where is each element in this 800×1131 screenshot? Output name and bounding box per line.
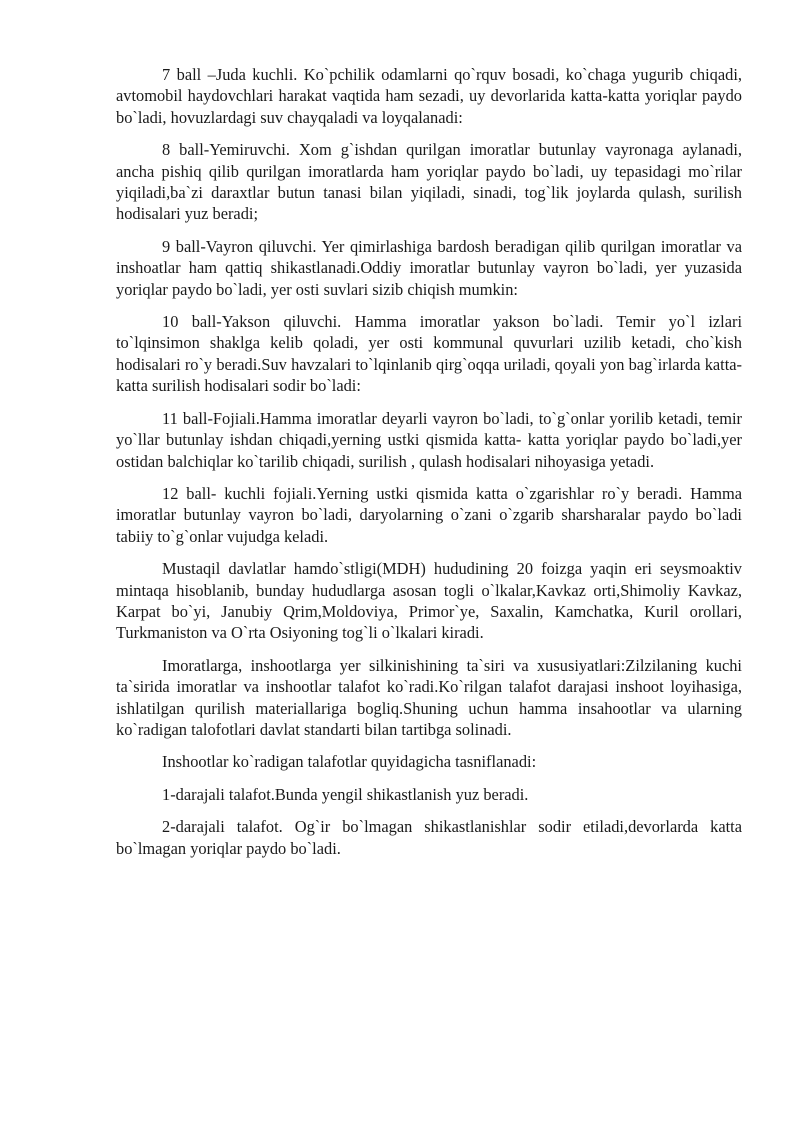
paragraph-9-ball: 9 ball-Vayron qiluvchi. Yer qimirlashiga bardosh beradigan qilib qurilgan imoratlar va inshoatlar ham qattiq shikastlanadi.Oddiy imoratlar butunlay vayron bo`ladi, yer yuzasida yoriqlar paydo bo`ladi, yer osti suvlari sizib chiqish mumkin: — [116, 236, 742, 299]
paragraph-building-effects: Imoratlarga, inshootlarga yer silkinishining ta`siri va xususiyatlari:Zilzilaning kuchi ta`sirida imoratlar va inshootlar talafot ko`radi.Ko`rilgan talafot darajasi inshoot loyihasiga, ishlatilgan qurilish materiallariga bogliq.Shuning uchun hamma insahootlar va ularning ko`radigan talofotlari davlat standarti bilan tartibga solinadi. — [116, 655, 742, 739]
paragraph-damage-level-2: 2-darajali talafot. Og`ir bo`lmagan shikastlanishlar sodir etiladi,devorlarda katta bo`lmagan yoriqlar paydo bo`ladi. — [116, 817, 742, 858]
paragraph-7-ball: 7 ball –Juda kuchli. Ko`pchilik odamlarni qo`rquv bosadi, ko`chaga yugurib chiqadi, avtomobil haydovchlari harakat vaqtida ham sezadi, uy devorlarida katta-katta yoriqlar paydo bo`ladi, hovuzlardagi suv chayqaladi va loyqalanadi: — [116, 65, 742, 127]
paragraph-11-ball: 11 ball-Fojiali.Hamma imoratlar deyarli vayron bo`ladi, to`g`onlar yorilib ketadi, temir yo`llar butunlay ishdan chiqadi,yerning ustki qismida katta- katta yoriqlar paydo bo`ladi,yer ostidan balchiqlar ko`tarilib chiqadi, surilish , qulash hodisalari nihoyasiga yetadi. — [116, 408, 742, 471]
paragraph-damage-level-1: 1-darajali talafot.Bunda yengil shikastlanish yuz beradi. — [162, 784, 529, 804]
paragraph-mdh-seismic-regions: Mustaqil davlatlar hamdo`stligi(MDH) hududining 20 foizga yaqin eri seysmoaktiv mintaqa hisoblanib, bunday hududlarga asosan togli o`lkalar,Kavkaz orti,Shimoliy Kavkaz, Karpat bo`yi, Janubiy Qrim,Moldoviya, Primor`ye, Saxalin, Kamchatka, Kuril orollari, Turkmaniston va O`rta Osiyoning tog`li o`lkalari kiradi. — [116, 559, 742, 643]
paragraph-damage-classification-intro: Inshootlar ko`radigan talafotlar quyidagicha tasniflanadi: — [162, 752, 537, 772]
paragraph-8-ball: 8 ball-Yemiruvchi. Xom g`ishdan qurilgan imoratlar butunlay vayronaga aylanadi, ancha pishiq qilib qurilgan imoratlarda ham yoriqlar paydo bo`ladi, uy tepasidagi mo`rilar yiqiladi,ba`zi daraxtlar butun tanasi bilan yiqiladi, sinadi, tog`lik joylarda qulash, surilish hodisalari yuz beradi; — [116, 140, 742, 224]
paragraph-12-ball: 12 ball- kuchli fojiali.Yerning ustki qismida katta o`zgarishlar ro`y beradi. Hamma imoratlar butunlay vayron bo`ladi, daryolarning o`zani o`zgarib sharsharalar paydo bo`ladi tabiiy to`g`onlar vujudga keladi. — [116, 483, 742, 546]
paragraph-10-ball: 10 ball-Yakson qiluvchi. Hamma imoratlar yakson bo`ladi. Temir yo`l izlari to`lqinsimon shaklga kelib qoladi, yer osti kommunal quvurlari uzilib ketadi, cho`kish hodisalari ro`y beradi.Suv havzalari to`lqinlanib qirg`oqqa uriladi, qoyali yon bag`irlarda katta-katta surilish hodisalari sodir bo`ladi: — [116, 312, 742, 396]
